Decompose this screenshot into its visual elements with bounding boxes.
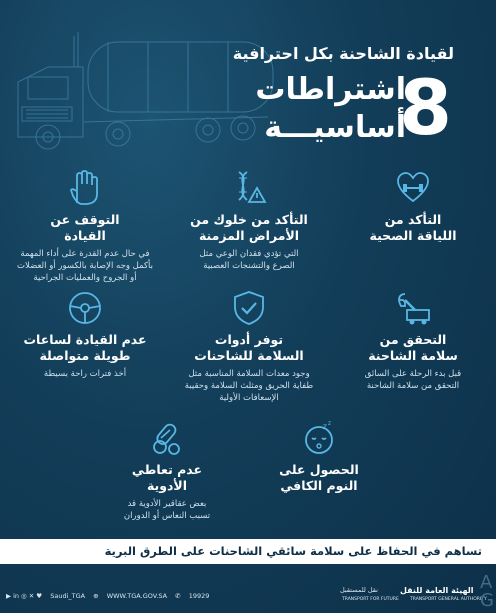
- item-title: التأكد من خلوك من الأمراض المزمنة: [190, 212, 308, 243]
- item-desc: قبل بدء الرحلة على السائق التحقق من سلامة الشاحنة: [364, 369, 462, 391]
- footer: [0, 564, 496, 613]
- header-subtitle: لقيادة الشاحنة بكل احترافية: [232, 44, 454, 63]
- wrench-truck-icon: [395, 290, 431, 326]
- website-link[interactable]: WWW.TGA.GOV.SA: [106, 592, 168, 600]
- item-chronic-diseases: [174, 170, 324, 272]
- svg-text:z: z: [322, 422, 327, 431]
- item-fitness: [338, 170, 488, 248]
- item-title: التحقق من سلامة الشاحنة: [368, 332, 458, 363]
- bottom-banner: [0, 539, 496, 564]
- social-handle[interactable]: Saudi_TGA: [50, 592, 86, 600]
- banner-text: تساهم في الحفاظ على سلامة سائقي الشاحنات على الطرق البرية: [104, 544, 482, 558]
- shield-check-icon: [231, 290, 267, 326]
- item-no-medication: [92, 420, 242, 522]
- item-title: التأكد من اللياقة الصحية: [369, 212, 457, 243]
- heart-pulse-icon: [395, 170, 431, 206]
- corner-logo-mark: A G: [480, 572, 494, 611]
- social-icons: ▶ in ◎ ✕ ♥: [6, 592, 43, 600]
- steering-wheel-icon: [67, 290, 103, 326]
- social-bar: [6, 592, 215, 600]
- transport-future-en: TRANSPORT FOR FUTURE: [342, 597, 399, 602]
- header-number: 8: [399, 63, 452, 152]
- header-title-line1: اشتراطات: [255, 72, 406, 107]
- globe-icon: ⊕: [93, 592, 99, 600]
- item-desc: التي تؤدي فقدان الوعي مثل الصرع والتشنجات العصبية: [199, 249, 299, 271]
- org-name-en: TRANSPORT GENERAL AUTHORITY: [410, 597, 487, 602]
- org-name-ar: الهيئة العامة للنقل: [400, 586, 474, 595]
- dna-warning-icon: [231, 170, 267, 206]
- header-title-line2: أساسيـــة: [264, 110, 406, 145]
- item-desc: بعض عقاقير الأدوية قد تسبب النعاس أو الدوران: [123, 499, 211, 521]
- item-title: عدم القيادة لساعات طويلة متواصلة: [23, 332, 147, 363]
- svg-text:z: z: [327, 420, 331, 427]
- hand-stop-icon: [67, 170, 103, 206]
- item-desc: في حال عدم القدرة على أداء المهمة بأكمل وجه الإصابة بالكسور أو العضلات أو الجروح والعمليات الجراحية: [17, 249, 153, 283]
- phone-icon: ✆: [175, 592, 181, 600]
- sleep-face-icon: [301, 420, 337, 456]
- item-long-hours: [10, 290, 160, 380]
- item-title: عدم تعاطي الأدوية: [131, 462, 203, 493]
- item-desc: أخذ فترات راحة بسيطة: [43, 369, 127, 379]
- truck-illustration: [8, 22, 278, 152]
- item-sleep: [244, 420, 394, 498]
- item-desc: وجود معدات السلامة المناسبة مثل طفاية الحريق ومثلث السلامة وحقيبة الإسعافات الأولية: [184, 369, 314, 403]
- transport-future-ar: نقل للمستقبل: [340, 586, 378, 594]
- item-title: توفر أدوات السلامة للشاحنات: [194, 332, 304, 363]
- item-truck-safety: [338, 290, 488, 392]
- item-safety-tools: [174, 290, 324, 404]
- phone-number: 19929: [188, 592, 210, 600]
- item-title: التوقف عن القيادة: [50, 212, 120, 243]
- item-title: الحصول على النوم الكافي: [279, 462, 359, 493]
- item-stop-driving: [10, 170, 160, 284]
- pills-icon: [149, 420, 185, 456]
